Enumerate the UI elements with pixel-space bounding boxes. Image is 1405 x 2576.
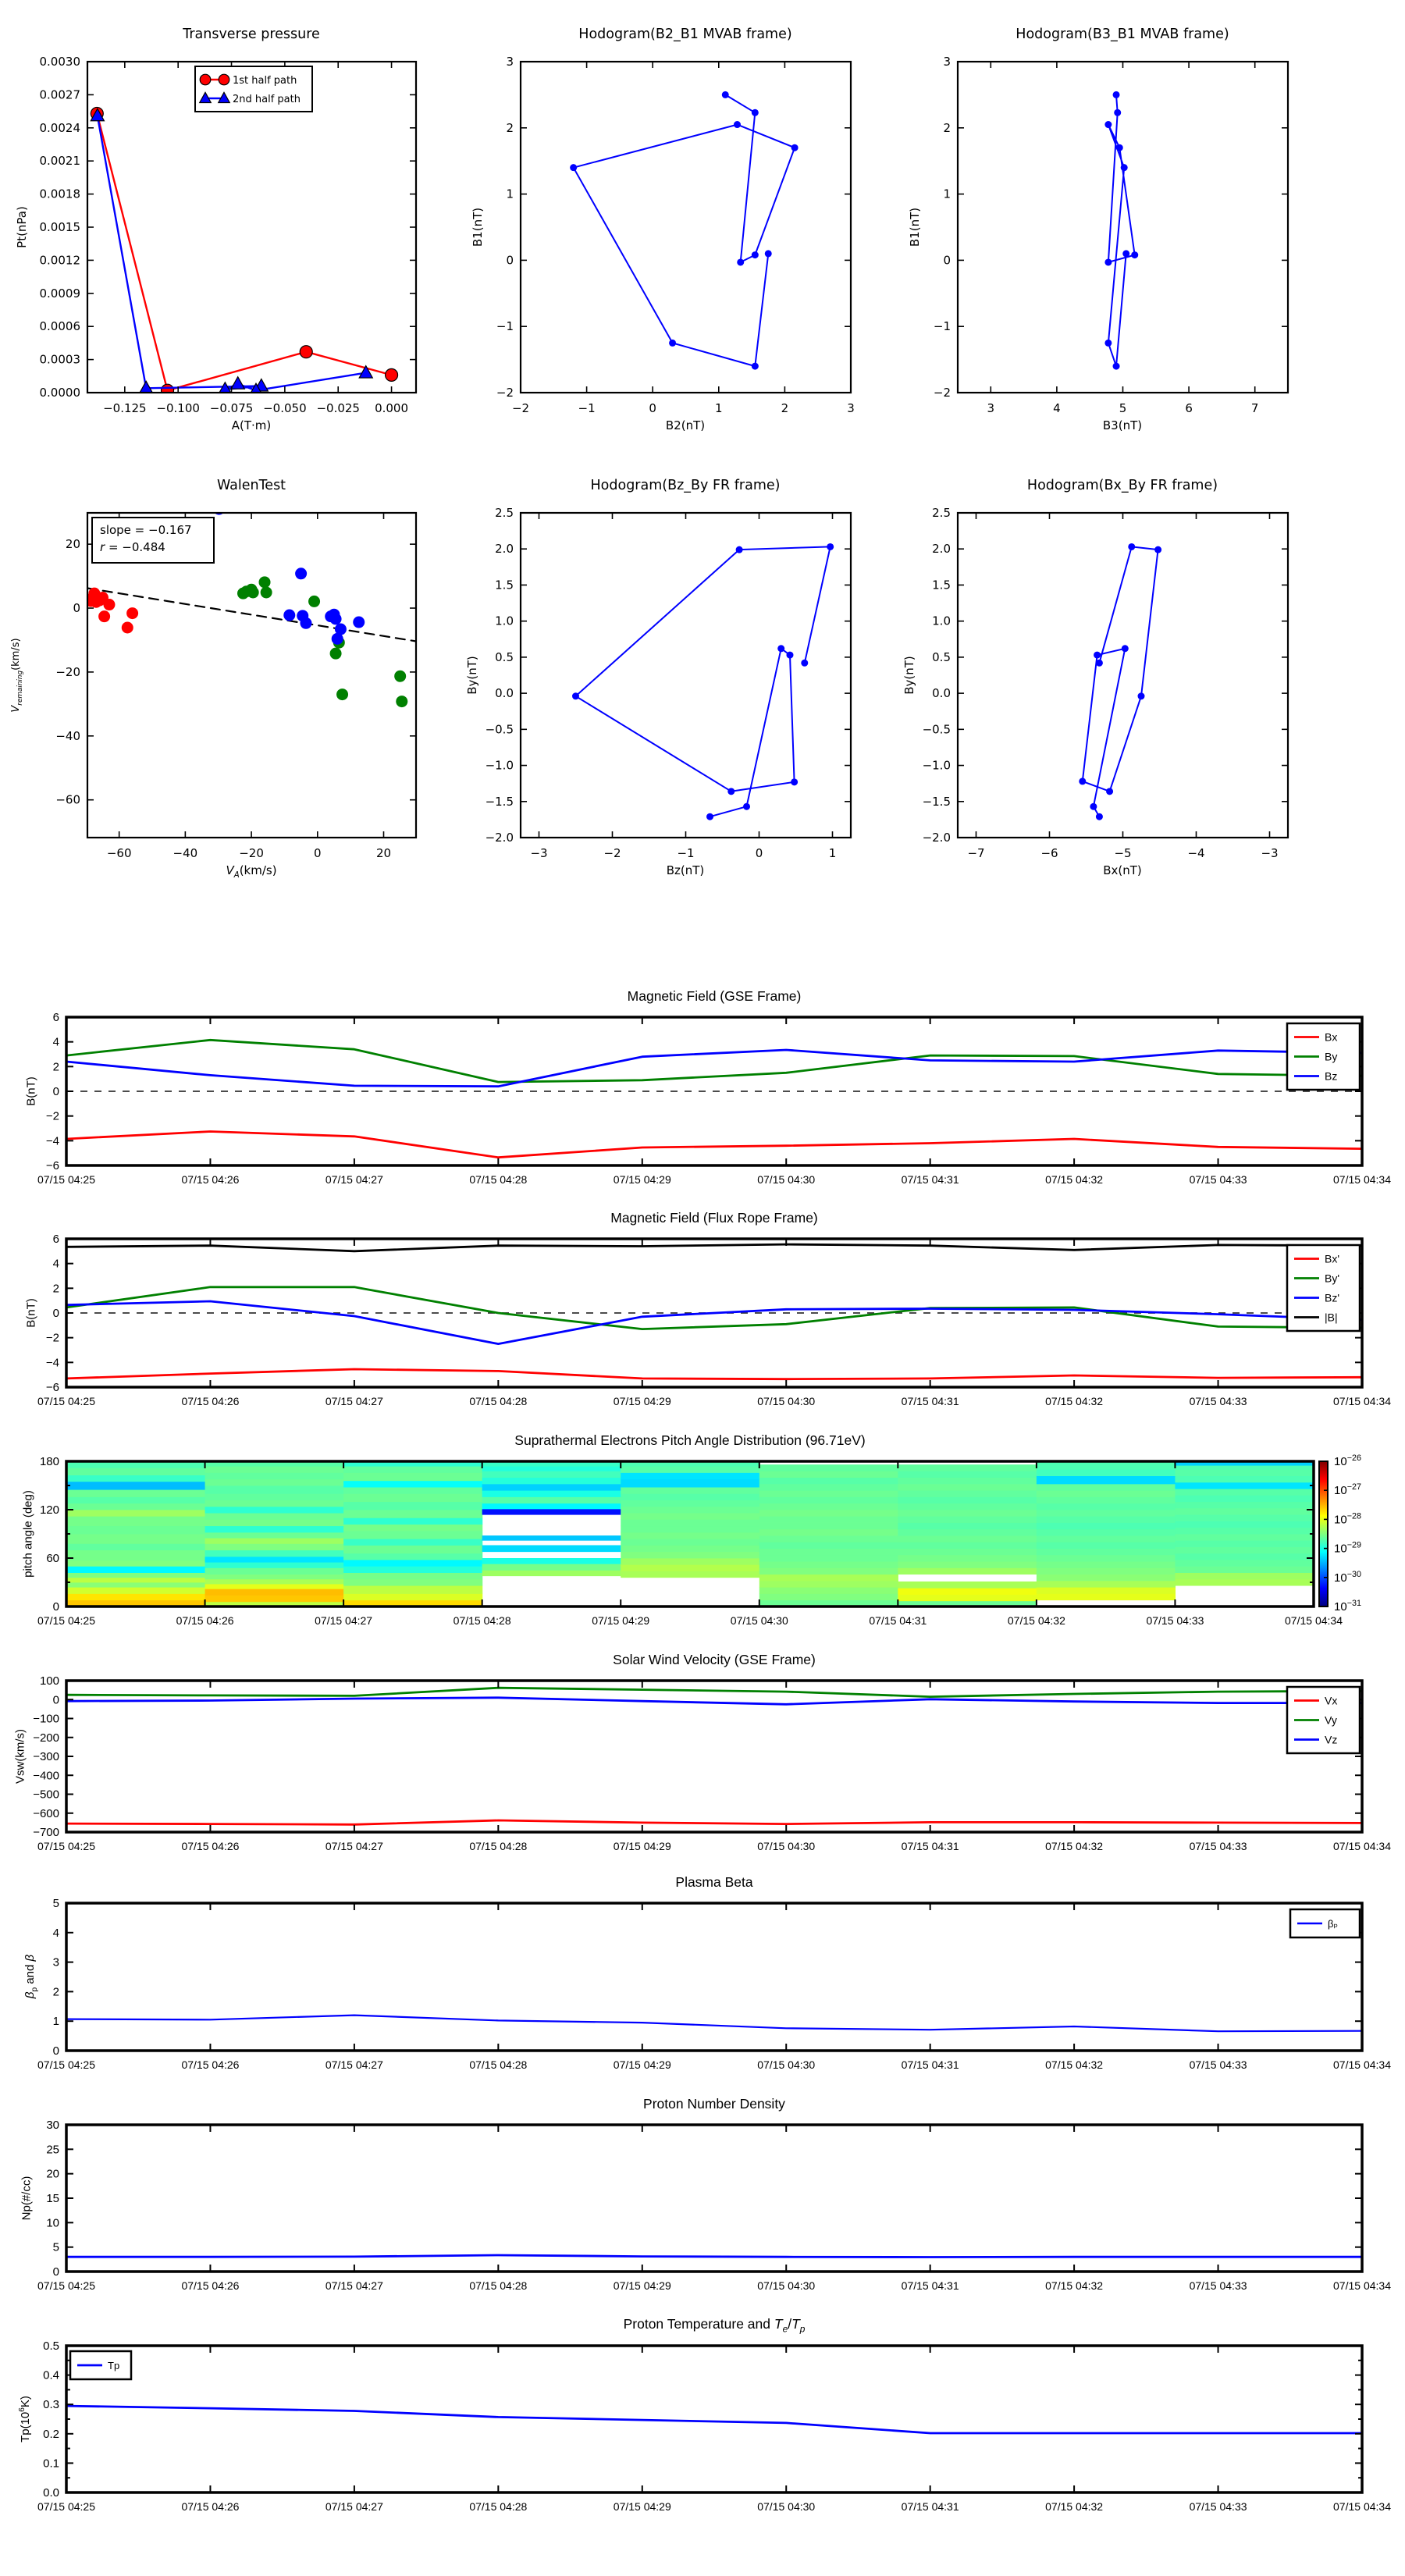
svg-text:10−28: $10^{-28}$ <box>1334 1511 1362 1527</box>
svg-text:−600: −600 <box>33 1806 59 1820</box>
svg-text:07/15 04:34: 07/15 04:34 <box>1285 1614 1343 1627</box>
p4-ylabel-units: (km/s) <box>10 638 23 671</box>
svg-text:2: 2 <box>506 120 514 135</box>
svg-text:10: 10 <box>46 2216 59 2230</box>
svg-text:0.0000: 0.0000 <box>39 386 80 400</box>
svg-text:07/15 04:26: 07/15 04:26 <box>181 2500 240 2513</box>
panel-walen-test <box>55 503 416 860</box>
svg-text:07/15 04:29: 07/15 04:29 <box>613 1395 671 1407</box>
svg-text:7: 7 <box>1250 401 1259 415</box>
svg-text:30: 30 <box>46 2119 59 2132</box>
svg-text:07/15 04:31: 07/15 04:31 <box>901 2500 959 2513</box>
svg-text:0.1: 0.1 <box>43 2457 59 2471</box>
svg-text:−400: −400 <box>33 1769 59 1783</box>
svg-text:07/15 04:31: 07/15 04:31 <box>869 1614 927 1627</box>
svg-text:0.5: 0.5 <box>495 649 514 664</box>
svg-text:−0.050: −0.050 <box>263 401 307 415</box>
p4-xlabel <box>226 863 276 880</box>
svg-text:07/15 04:30: 07/15 04:30 <box>757 2058 816 2071</box>
svg-text:0.0006: 0.0006 <box>39 319 80 334</box>
svg-text:2.5: 2.5 <box>495 506 514 520</box>
svg-text:Bz': Bz' <box>1325 1291 1340 1304</box>
p4-ylabel-sub: remaining <box>16 670 24 706</box>
svg-text:−1.0: −1.0 <box>922 758 951 773</box>
p1-title: Transverse pressure <box>183 27 320 42</box>
svg-text:−1.0: −1.0 <box>485 758 514 773</box>
p8-title: Magnetic Field (Flux Rope Frame) <box>610 1210 818 1226</box>
svg-text:07/15 04:34: 07/15 04:34 <box>1333 2279 1391 2292</box>
svg-text:−2: −2 <box>496 386 514 400</box>
svg-text:07/15 04:25: 07/15 04:25 <box>37 1614 95 1627</box>
svg-text:−1: −1 <box>578 401 596 415</box>
svg-text:0.0015: 0.0015 <box>39 220 80 234</box>
svg-text:0: 0 <box>73 601 80 616</box>
p13-ylabel-sup: 6 <box>18 2407 27 2412</box>
p8-ylabel: B(nT) <box>24 1298 38 1328</box>
panel-plasma-beta <box>37 1897 1391 2071</box>
svg-text:07/15 04:29: 07/15 04:29 <box>613 2279 671 2292</box>
svg-text:−6: −6 <box>45 1381 59 1394</box>
svg-text:07/15 04:26: 07/15 04:26 <box>181 1840 240 1852</box>
svg-text:βₚ: βₚ <box>1328 1918 1339 1930</box>
svg-text:07/15 04:28: 07/15 04:28 <box>469 2058 528 2071</box>
svg-text:0.3: 0.3 <box>43 2398 59 2412</box>
svg-text:07/15 04:28: 07/15 04:28 <box>469 1173 528 1186</box>
p12-ylabel: Np(#/cc) <box>20 2176 34 2221</box>
svg-text:07/15 04:30: 07/15 04:30 <box>757 2500 816 2513</box>
svg-text:07/15 04:26: 07/15 04:26 <box>181 1395 240 1407</box>
svg-text:07/15 04:25: 07/15 04:25 <box>37 2500 95 2513</box>
svg-text:0.0012: 0.0012 <box>39 253 80 268</box>
p13-title-slash: / <box>788 2316 792 2332</box>
svg-text:10−26: $10^{-26}$ <box>1334 1453 1362 1468</box>
p2-ylabel: B1(nT) <box>471 207 485 247</box>
svg-text:0: 0 <box>52 1085 59 1098</box>
svg-text:−2: −2 <box>511 401 530 415</box>
svg-text:07/15 04:33: 07/15 04:33 <box>1189 2500 1247 2513</box>
panel-pad <box>37 1453 1361 1627</box>
svg-text:0.5: 0.5 <box>932 649 951 664</box>
p4-title: WalenTest <box>216 478 286 493</box>
svg-text:1: 1 <box>52 2015 59 2029</box>
p6-ylabel: By(nT) <box>902 656 916 695</box>
svg-text:0: 0 <box>52 2044 59 2058</box>
svg-text:−20: −20 <box>55 664 80 679</box>
svg-text:07/15 04:27: 07/15 04:27 <box>325 2279 383 2292</box>
svg-text:0: 0 <box>52 1600 59 1614</box>
p7-ylabel: B(nT) <box>24 1076 38 1106</box>
svg-text:−5: −5 <box>1114 846 1132 860</box>
svg-text:−500: −500 <box>33 1788 59 1802</box>
svg-text:By': By' <box>1325 1272 1340 1285</box>
svg-text:0.000: 0.000 <box>375 401 409 415</box>
svg-text:07/15 04:28: 07/15 04:28 <box>469 1840 528 1852</box>
svg-text:−700: −700 <box>33 1826 59 1839</box>
panel-proton-density <box>37 2119 1391 2292</box>
svg-text:Bx': Bx' <box>1325 1252 1340 1265</box>
p2-title: Hodogram(B2_B1 MVAB frame) <box>578 27 792 42</box>
svg-text:10−27: $10^{-27}$ <box>1334 1482 1362 1498</box>
svg-text:Tp: Tp <box>108 2360 120 2371</box>
svg-text:1.5: 1.5 <box>932 578 951 592</box>
svg-text:3: 3 <box>943 55 951 69</box>
p12-title: Proton Number Density <box>643 2096 785 2112</box>
svg-text:20: 20 <box>65 537 80 552</box>
p13-title-te: T <box>774 2316 783 2332</box>
svg-text:0: 0 <box>649 401 656 415</box>
svg-text:07/15 04:26: 07/15 04:26 <box>181 1173 240 1186</box>
svg-text:−0.5: −0.5 <box>922 722 951 737</box>
svg-text:Vz: Vz <box>1325 1733 1338 1746</box>
svg-text:07/15 04:34: 07/15 04:34 <box>1333 1173 1391 1186</box>
svg-text:07/15 04:34: 07/15 04:34 <box>1333 1395 1391 1407</box>
svg-text:07/15 04:27: 07/15 04:27 <box>325 2500 383 2513</box>
svg-text:2nd half path: 2nd half path <box>233 94 301 105</box>
svg-text:0.5: 0.5 <box>43 2339 59 2353</box>
svg-text:−1: −1 <box>496 319 514 334</box>
panel-hodogram-bzby <box>486 506 851 860</box>
svg-text:4: 4 <box>52 1035 59 1049</box>
svg-text:1.5: 1.5 <box>495 578 514 592</box>
p13-title-tp: T <box>791 2316 800 2332</box>
svg-text:07/15 04:25: 07/15 04:25 <box>37 2058 95 2071</box>
p11-ylabel <box>23 1955 39 1998</box>
p11-ylabel-beta2: β <box>23 1954 37 1962</box>
svg-text:−4: −4 <box>45 1356 59 1370</box>
p4-xlabel-units: (km/s) <box>239 863 277 877</box>
svg-text:0: 0 <box>52 1307 59 1320</box>
svg-text:−0.025: −0.025 <box>316 401 360 415</box>
svg-text:0: 0 <box>314 846 322 860</box>
svg-text:−1: −1 <box>677 846 695 860</box>
p5-xlabel: Bz(nT) <box>666 863 705 877</box>
svg-text:1.0: 1.0 <box>932 614 951 628</box>
svg-text:−1.5: −1.5 <box>485 794 514 809</box>
p13-ylabel-post: K) <box>19 2396 32 2408</box>
p5-ylabel: By(nT) <box>465 656 479 695</box>
svg-text:−2.0: −2.0 <box>922 831 951 845</box>
svg-text:1: 1 <box>715 401 723 415</box>
svg-text:0.0003: 0.0003 <box>39 352 80 367</box>
p4-xlabel-v: V <box>226 863 234 877</box>
svg-text:07/15 04:27: 07/15 04:27 <box>315 1614 373 1627</box>
svg-text:−60: −60 <box>55 792 80 807</box>
svg-text:07/15 04:33: 07/15 04:33 <box>1189 1395 1247 1407</box>
svg-text:1: 1 <box>943 187 951 201</box>
svg-text:07/15 04:34: 07/15 04:34 <box>1333 2500 1391 2513</box>
svg-text:60: 60 <box>46 1552 59 1565</box>
svg-text:20: 20 <box>375 846 392 860</box>
svg-text:−7: −7 <box>967 846 985 860</box>
svg-text:07/15 04:34: 07/15 04:34 <box>1333 2058 1391 2071</box>
svg-text:2: 2 <box>52 1060 59 1074</box>
svg-text:2: 2 <box>52 1985 59 1999</box>
svg-text:120: 120 <box>39 1503 59 1517</box>
p11-ylabel-sub: p <box>30 1987 39 1992</box>
svg-text:4: 4 <box>52 1926 59 1940</box>
svg-text:0.0: 0.0 <box>932 686 951 701</box>
svg-text:07/15 04:29: 07/15 04:29 <box>613 2500 671 2513</box>
svg-text:3: 3 <box>987 401 995 415</box>
svg-text:07/15 04:25: 07/15 04:25 <box>37 1840 95 1852</box>
svg-text:−40: −40 <box>173 846 198 860</box>
svg-text:07/15 04:29: 07/15 04:29 <box>613 1173 671 1186</box>
panel-hodogram-bxby <box>923 506 1288 860</box>
svg-text:07/15 04:34: 07/15 04:34 <box>1333 1840 1391 1852</box>
svg-text:2: 2 <box>52 1282 59 1296</box>
p6-title: Hodogram(Bx_By FR frame) <box>1026 478 1218 493</box>
p13-title-sub-p: p <box>799 2323 806 2335</box>
panel-transverse-pressure <box>40 55 417 415</box>
svg-text:07/15 04:28: 07/15 04:28 <box>469 1395 528 1407</box>
svg-text:07/15 04:26: 07/15 04:26 <box>176 1614 234 1627</box>
panel-proton-temperature <box>37 2339 1391 2513</box>
panel-vsw <box>33 1674 1391 1852</box>
svg-text:07/15 04:25: 07/15 04:25 <box>37 1395 95 1407</box>
svg-text:07/15 04:32: 07/15 04:32 <box>1045 2058 1104 2071</box>
svg-text:−3: −3 <box>1261 846 1279 860</box>
svg-text:07/15 04:28: 07/15 04:28 <box>469 2500 528 2513</box>
p4-xlabel-sub: A <box>233 871 240 880</box>
svg-text:0.0: 0.0 <box>43 2486 59 2500</box>
p10-title: Solar Wind Velocity (GSE Frame) <box>613 1652 816 1667</box>
svg-text:10−29: $10^{-29}$ <box>1334 1540 1362 1556</box>
svg-text:−300: −300 <box>33 1750 59 1763</box>
svg-text:07/15 04:27: 07/15 04:27 <box>325 1173 383 1186</box>
svg-text:07/15 04:31: 07/15 04:31 <box>901 1395 959 1407</box>
svg-text:0: 0 <box>506 253 514 268</box>
panel-b-gse <box>37 1011 1391 1186</box>
svg-text:6: 6 <box>52 1233 59 1246</box>
p13-ylabel-pre: Tp(10 <box>19 2411 32 2443</box>
svg-text:07/15 04:32: 07/15 04:32 <box>1007 1614 1065 1627</box>
p5-title: Hodogram(Bz_By FR frame) <box>590 478 781 493</box>
svg-text:07/15 04:32: 07/15 04:32 <box>1045 1173 1104 1186</box>
p13-title-prefix: Proton Temperature and <box>623 2316 774 2332</box>
svg-text:07/15 04:25: 07/15 04:25 <box>37 1173 95 1186</box>
svg-text:Bx: Bx <box>1325 1030 1338 1044</box>
svg-text:07/15 04:33: 07/15 04:33 <box>1189 2279 1247 2292</box>
svg-text:07/15 04:29: 07/15 04:29 <box>613 1840 671 1852</box>
svg-text:07/15 04:31: 07/15 04:31 <box>901 2058 959 2071</box>
svg-text:07/15 04:30: 07/15 04:30 <box>757 2279 816 2292</box>
svg-text:−6: −6 <box>1040 846 1058 860</box>
svg-text:07/15 04:30: 07/15 04:30 <box>757 1395 816 1407</box>
svg-text:5: 5 <box>1119 401 1127 415</box>
p13-title-sub-e: e <box>782 2323 788 2335</box>
svg-text:0.0018: 0.0018 <box>39 187 80 201</box>
svg-text:07/15 04:25: 07/15 04:25 <box>37 2279 95 2292</box>
svg-text:1: 1 <box>828 846 837 860</box>
svg-text:10−30: $10^{-30}$ <box>1334 1569 1362 1585</box>
svg-text:−60: −60 <box>106 846 132 860</box>
p11-title: Plasma Beta <box>675 1874 753 1890</box>
svg-text:−1.5: −1.5 <box>922 794 951 809</box>
svg-text:10−31: $10^{-31}$ <box>1334 1599 1362 1614</box>
svg-text:0: 0 <box>943 253 951 268</box>
p9-title: Suprathermal Electrons Pitch Angle Distribution (96.71eV) <box>514 1432 866 1448</box>
panel-hodogram-b3b1 <box>934 55 1288 415</box>
svg-text:r = −0.484: r = −0.484 <box>100 540 165 554</box>
p10-ylabel: Vsw(km/s) <box>13 1729 27 1784</box>
svg-text:−1: −1 <box>933 319 951 334</box>
panel-b-fr <box>37 1233 1391 1407</box>
svg-text:−4: −4 <box>1187 846 1205 860</box>
svg-text:3: 3 <box>506 55 514 69</box>
svg-text:07/15 04:33: 07/15 04:33 <box>1189 1840 1247 1852</box>
p9-ylabel: pitch angle (deg) <box>21 1490 35 1578</box>
svg-text:2.0: 2.0 <box>932 542 951 557</box>
svg-text:4: 4 <box>52 1257 59 1271</box>
svg-text:−2.0: −2.0 <box>485 831 514 845</box>
svg-text:By: By <box>1325 1050 1338 1063</box>
p4-ylabel-v: V <box>10 705 23 713</box>
svg-text:−0.075: −0.075 <box>209 401 254 415</box>
svg-text:−2: −2 <box>603 846 621 860</box>
svg-text:07/15 04:33: 07/15 04:33 <box>1189 2058 1247 2071</box>
svg-text:07/15 04:27: 07/15 04:27 <box>325 1840 383 1852</box>
svg-text:07/15 04:29: 07/15 04:29 <box>592 1614 650 1627</box>
svg-text:−100: −100 <box>33 1712 59 1726</box>
svg-text:07/15 04:27: 07/15 04:27 <box>325 1395 383 1407</box>
p13-title <box>624 2316 806 2335</box>
p6-xlabel: Bx(nT) <box>1103 863 1142 877</box>
svg-text:5: 5 <box>52 1897 59 1910</box>
svg-text:07/15 04:28: 07/15 04:28 <box>469 2279 528 2292</box>
svg-text:0.2: 0.2 <box>43 2427 59 2441</box>
svg-text:15: 15 <box>46 2192 59 2205</box>
p1-xlabel: A(T·m) <box>231 418 272 432</box>
svg-text:0.4: 0.4 <box>43 2368 59 2382</box>
p4-ylabel <box>10 638 24 712</box>
svg-text:0.0009: 0.0009 <box>39 286 80 301</box>
svg-text:07/15 04:26: 07/15 04:26 <box>181 2279 240 2292</box>
svg-text:07/15 04:29: 07/15 04:29 <box>613 2058 671 2071</box>
svg-text:1: 1 <box>506 187 514 201</box>
svg-text:2.5: 2.5 <box>932 506 951 520</box>
svg-text:−2: −2 <box>45 1331 59 1345</box>
svg-text:100: 100 <box>39 1674 59 1688</box>
svg-text:5: 5 <box>52 2240 59 2254</box>
p11-ylabel-and: and <box>23 1961 37 1987</box>
svg-text:−0.5: −0.5 <box>485 722 514 737</box>
svg-text:6: 6 <box>1185 401 1193 415</box>
svg-text:07/15 04:27: 07/15 04:27 <box>325 2058 383 2071</box>
svg-text:2.0: 2.0 <box>495 542 514 557</box>
p7-title: Magnetic Field (GSE Frame) <box>627 988 802 1004</box>
svg-text:07/15 04:30: 07/15 04:30 <box>757 1173 816 1186</box>
p2-xlabel: B2(nT) <box>665 418 706 432</box>
svg-text:07/15 04:32: 07/15 04:32 <box>1045 2500 1104 2513</box>
svg-text:0.0021: 0.0021 <box>39 154 80 169</box>
svg-text:0: 0 <box>52 2265 59 2279</box>
svg-text:6: 6 <box>52 1011 59 1024</box>
svg-text:−2: −2 <box>45 1109 59 1123</box>
svg-text:Vx: Vx <box>1325 1694 1338 1707</box>
p1-ylabel: Pt(nPa) <box>15 206 29 248</box>
svg-text:20: 20 <box>46 2167 59 2181</box>
svg-text:07/15 04:31: 07/15 04:31 <box>901 1173 959 1186</box>
svg-text:−40: −40 <box>55 728 80 743</box>
svg-text:−3: −3 <box>530 846 548 860</box>
svg-text:0: 0 <box>52 1693 59 1707</box>
p13-ylabel <box>18 2396 32 2443</box>
p3-ylabel: B1(nT) <box>908 207 922 247</box>
svg-text:slope = −0.167: slope = −0.167 <box>100 523 192 537</box>
svg-text:07/15 04:28: 07/15 04:28 <box>453 1614 511 1627</box>
p3-title: Hodogram(B3_B1 MVAB frame) <box>1016 27 1229 42</box>
svg-text:25: 25 <box>46 2143 59 2157</box>
svg-text:07/15 04:32: 07/15 04:32 <box>1045 1840 1104 1852</box>
svg-text:4: 4 <box>1053 401 1061 415</box>
svg-text:0.0027: 0.0027 <box>39 87 80 102</box>
svg-text:07/15 04:32: 07/15 04:32 <box>1045 1395 1104 1407</box>
svg-text:2: 2 <box>781 401 789 415</box>
svg-text:07/15 04:30: 07/15 04:30 <box>757 1840 816 1852</box>
svg-text:0.0: 0.0 <box>495 686 514 701</box>
svg-text:3: 3 <box>847 401 855 415</box>
svg-text:1.0: 1.0 <box>495 614 514 628</box>
svg-text:−2: −2 <box>933 386 951 400</box>
svg-text:0: 0 <box>755 846 763 860</box>
svg-text:−6: −6 <box>45 1159 59 1172</box>
svg-text:07/15 04:33: 07/15 04:33 <box>1146 1614 1204 1627</box>
svg-text:07/15 04:32: 07/15 04:32 <box>1045 2279 1104 2292</box>
svg-text:−4: −4 <box>45 1134 59 1148</box>
svg-text:07/15 04:30: 07/15 04:30 <box>730 1614 788 1627</box>
p11-ylabel-beta: β <box>23 1991 37 1999</box>
svg-text:07/15 04:31: 07/15 04:31 <box>901 1840 959 1852</box>
svg-text:Vy: Vy <box>1325 1713 1337 1727</box>
svg-text:0.0024: 0.0024 <box>39 120 80 135</box>
svg-text:2: 2 <box>943 120 951 135</box>
svg-text:−200: −200 <box>33 1731 59 1745</box>
svg-text:|B|: |B| <box>1325 1311 1338 1324</box>
svg-text:Bz: Bz <box>1325 1069 1338 1083</box>
svg-text:−20: −20 <box>239 846 264 860</box>
svg-text:3: 3 <box>52 1955 59 1969</box>
svg-text:07/15 04:33: 07/15 04:33 <box>1189 1173 1247 1186</box>
svg-text:07/15 04:31: 07/15 04:31 <box>901 2279 959 2292</box>
svg-text:07/15 04:26: 07/15 04:26 <box>181 2058 240 2071</box>
svg-text:180: 180 <box>39 1455 59 1468</box>
svg-text:0.0030: 0.0030 <box>39 55 80 69</box>
panel-hodogram-b2b1 <box>496 55 855 415</box>
p3-xlabel: B3(nT) <box>1102 418 1143 432</box>
svg-text:−0.100: −0.100 <box>156 401 200 415</box>
svg-text:−0.125: −0.125 <box>103 401 147 415</box>
svg-text:1st half path: 1st half path <box>233 75 297 87</box>
